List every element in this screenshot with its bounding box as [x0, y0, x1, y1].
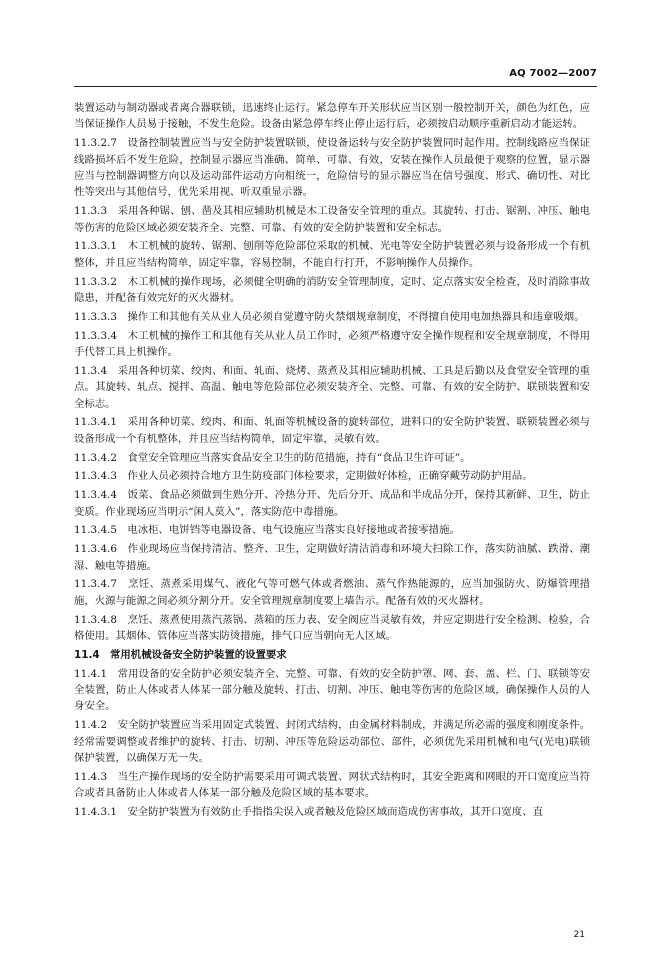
header-rule: [74, 86, 597, 87]
clause-paragraph: 11.4.3 当生产操作现场的安全防护需要采用可调式装置、网状式结构时，其安全距离和网眼的开口宽度应当符合或者具备防止人体或者人体某一部分触及危险区域的基本要求。: [74, 770, 590, 800]
page-number: 21: [573, 930, 585, 940]
clause-paragraph: 11.3.3.4 木工机械的操作工和其他有关从业人员工作时，必须严格遵守安全操作规程和安全规章制度，不得用手代替工具上机操作。: [74, 329, 590, 359]
clause-paragraph: 11.3.4 采用各种切菜、绞肉、和面、轧面、烧烤、蒸煮及其相应辅助机械、工具是后勤以及食堂安全管理的重点。其旋转、轧点、搅拌、高温、触电等危险部位必须安装齐全、完整、可靠、有效的安全防护、联锁装置和安全标志。: [74, 364, 590, 410]
clause-paragraph: 11.3.4.6 作业现场应当保持清洁、整齐、卫生，定期做好清洁消毒和环境大扫除工作，落实防油腻、跌滑、潮湿、触电等措施。: [74, 543, 590, 572]
clause-paragraph: 11.3.4.5 电冰柜、电饼铛等电器设备、电气设施应当落实良好接地或者接零措施。: [74, 524, 460, 537]
body-text: [74, 100, 590, 823]
clause-paragraph: 装置运动与制动器或者离合器联锁，迅速终止运行。紧急停车开关形状应当区别一般控制开关，颜色为红色，应当保证操作人员易于接触，不发生危险。设备由紧急停车终止停止运行后，必须按启动顺序重新启动才能运转。: [74, 102, 590, 131]
clause-paragraph: 11.3.3.3 操作工和其他有关从业人员必须自觉遵守防火禁烟规章制度，不得擅自使用电加热器具和违章吸烟。: [74, 310, 585, 323]
clause-paragraph: 11.3.3.1 木工机械的旋转、锯割、刨削等危险部位采取的机械、光电等安全防护装置必须与设备形成一个有机整体，并且应当结构简单，固定牢靠，容易控制，不能自行打开，不影响操作人员操作。: [74, 240, 590, 269]
document-code: AQ 7002—2007: [509, 68, 597, 79]
clause-paragraph: 11.3.3.2 木工机械的操作现场，必须健全明确的消防安全管理制度，定时、定点落实安全检查，及时消除事故隐患，并配备有效完好的灭火器材。: [74, 275, 590, 305]
clause-paragraph: 11.3.4.3 作业人员必须持合地方卫生防疫部门体检要求，定期做好体检，正确穿戴劳动防护用品。: [74, 470, 533, 483]
clause-paragraph: 11.3.4.8 烹饪、蒸煮使用蒸汽蒸锅、蒸箱的压力表、安全阀应当灵敏有效，并应定期进行安全检测、检验，合格使用。其烟体、管体应当落实防烫措施，排气口应当朝向无人区域。: [74, 613, 590, 643]
clause-paragraph: 11.4.2 安全防护装置应当采用固定式装置、封闭式结构，由金属材料制成，并满足所必需的强度和刚度条件。经常需要调整或者维护的旋转、打击、切割、冲压等危险运动部位、部件，必须优先采用机械和电气(光电)联锁保护装置，以确保万无一失。: [74, 719, 590, 765]
clause-paragraph: 11.4.3.1 安全防护装置为有效防止手指指尖误入或者触及危险区域而造成伤害事故，其开口宽度、直: [74, 806, 543, 819]
clause-paragraph: 11.3.4.2 食堂安全管理应当落实食品安全卫生的防范措施，持有“食品卫生许可证”。: [74, 451, 471, 464]
clause-paragraph: 11.4.1 常用设备的安全防护必须安装齐全、完整、可靠、有效的安全防护罩、网、套、盖、栏、门、联锁等安全装置，防止人体或者人体某一部分触及旋转、打击、切割、冲压、触电等伤害的危险区域，确保操作人员的人身安全。: [74, 667, 590, 713]
clause-paragraph: 11.3.4.7 烹饪、蒸煮采用煤气、液化气等可燃气体或者燃油、蒸气作热能源的，应当加强防火、防爆管理措施，火源与能源之间必须分割分开。安全管理规章制度要上墙告示。配备有效的灭火器材。: [74, 578, 590, 607]
clause-paragraph: 11.3.3 采用各种锯、刨、凿及其相应辅助机械是木工设备安全管理的重点。其旋转、打击、锯割、冲压、触电等伤害的危险区域必须安装齐全、完整、可靠、有效的安全防护装置和安全标志。: [74, 205, 590, 234]
clause-paragraph: 11.3.2.7 设备控制装置应当与安全防护装置联锁，使设备运转与安全防护装置同时起作用。控制线路应当保证线路损坏后不发生危险，控制显示器应当准确、简单、可靠、有效，安装在操作人员最便于观察的位置，显示器应当与控制器调整方向以及运动部件运动方向相统一，危险信号的显示器应当在信号强度、形式、确切性、对比性等突出与其他信号，优先采用视、听双重显示器。: [74, 137, 590, 199]
section-heading: 11.4 常用机械设备安全防护装置的设置要求: [74, 648, 287, 661]
clause-paragraph: 11.3.4.4 饭菜、食品必须做到生熟分开、冷热分开、先后分开、成品和半成品分开，保持其新鲜、卫生，防止变质。作业现场应当明示“闲人莫入”，落实防范中毒措施。: [74, 489, 590, 518]
clause-paragraph: 11.3.4.1 采用各种切菜、绞肉、和面、轧面等机械设备的旋转部位，进料口的安全防护装置、联锁装置必须与设备形成一个有机整体，并且应当结构简单，固定牢靠，灵敏有效。: [74, 416, 590, 445]
